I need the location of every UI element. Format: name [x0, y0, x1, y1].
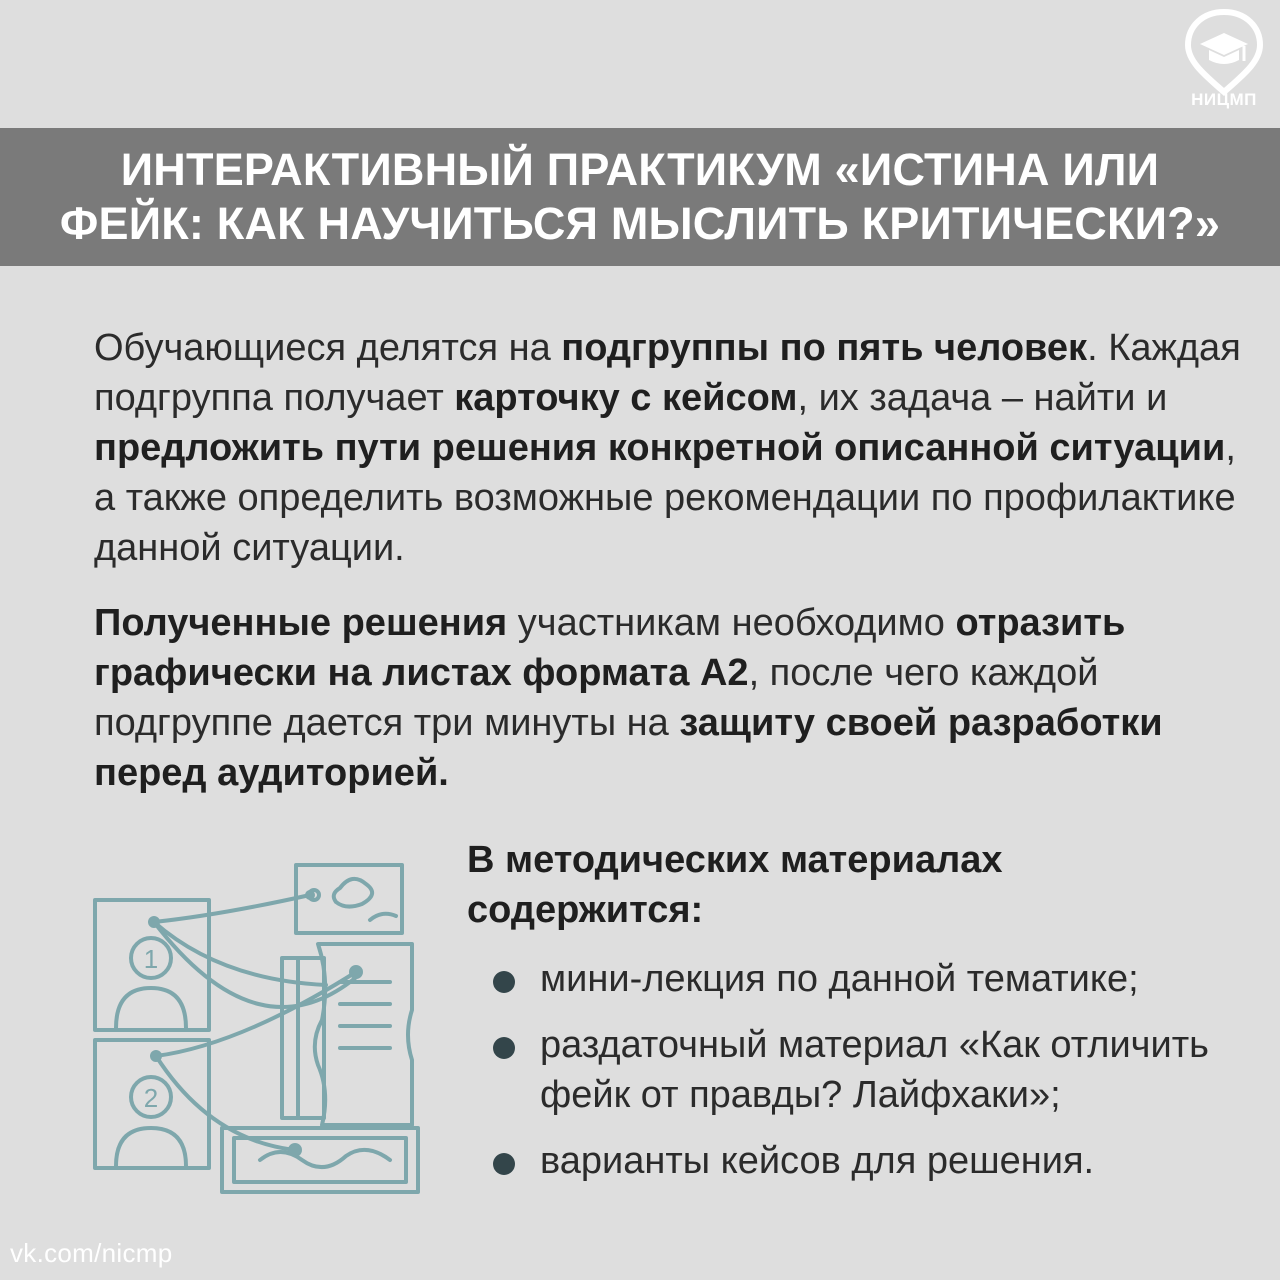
bullet-icon: [493, 971, 515, 993]
title-line-2: ФЕЙК: КАК НАУЧИТЬСЯ МЫСЛИТЬ КРИТИЧЕСКИ?»: [59, 198, 1221, 249]
logo-text: НИЦМП: [1191, 90, 1257, 109]
paragraph-1-bold: предложить пути решения конкретной описанной ситуации: [94, 427, 1226, 469]
list-item: [493, 954, 1253, 1004]
list-item-text: раздаточный материал «Как отличить фейк от правды? Лайфхаки»;: [540, 1024, 1209, 1116]
paragraph-1-bold: карточку с кейсом: [454, 377, 798, 419]
bullet-icon: [493, 1153, 515, 1175]
title-banner: [0, 128, 1280, 266]
graduation-cap-pin-icon: [1176, 6, 1272, 96]
paragraph-1-text: Обучающиеся делятся на: [94, 327, 562, 369]
connector-dots: [148, 890, 361, 1155]
paragraph-1-bold: подгруппы по пять человек: [561, 327, 1088, 369]
paragraph-2-bold: защиту своей разработки перед аудиторией.: [94, 702, 1163, 794]
paragraph-2-text: участникам необходимо: [507, 602, 956, 644]
list-item-text: мини-лекция по данной тематике;: [540, 958, 1139, 1000]
card-1-number: 1: [143, 944, 159, 974]
list-item-text: варианты кейсов для решения.: [540, 1140, 1095, 1182]
paragraph-2: [94, 598, 1254, 798]
paragraph-1-text: , а также определить возможные рекомендации по профилактике данной ситуации.: [94, 427, 1236, 569]
materials-title: В методических материалах содержится:: [467, 839, 1003, 931]
cases-illustration: [90, 860, 430, 1200]
materials-list: [493, 954, 1253, 1202]
paragraph-2-text: , после чего каждой подгруппе дается три минуты на: [94, 652, 1099, 744]
footer-link[interactable]: vk.com/nicmp: [10, 1238, 173, 1268]
list-item: [493, 1020, 1253, 1120]
document-stack-icon: [282, 944, 412, 1125]
paragraph-2-bold: Полученные решения: [94, 602, 508, 644]
paragraph-2-bold: отразить графически на листах формата А2: [94, 602, 1126, 694]
paragraph-1-text: . Каждая подгруппа получает: [94, 327, 1241, 419]
title-line-1: ИНТЕРАКТИВНЫЙ ПРАКТИКУМ «ИСТИНА ИЛИ: [120, 144, 1160, 195]
list-item: [493, 1136, 1253, 1186]
bullet-icon: [493, 1037, 515, 1059]
paragraph-1-text: , их задача – найти и: [797, 377, 1168, 419]
paragraph-1: [94, 323, 1254, 573]
card-2-number: 2: [143, 1083, 159, 1113]
logo: [1176, 6, 1272, 110]
